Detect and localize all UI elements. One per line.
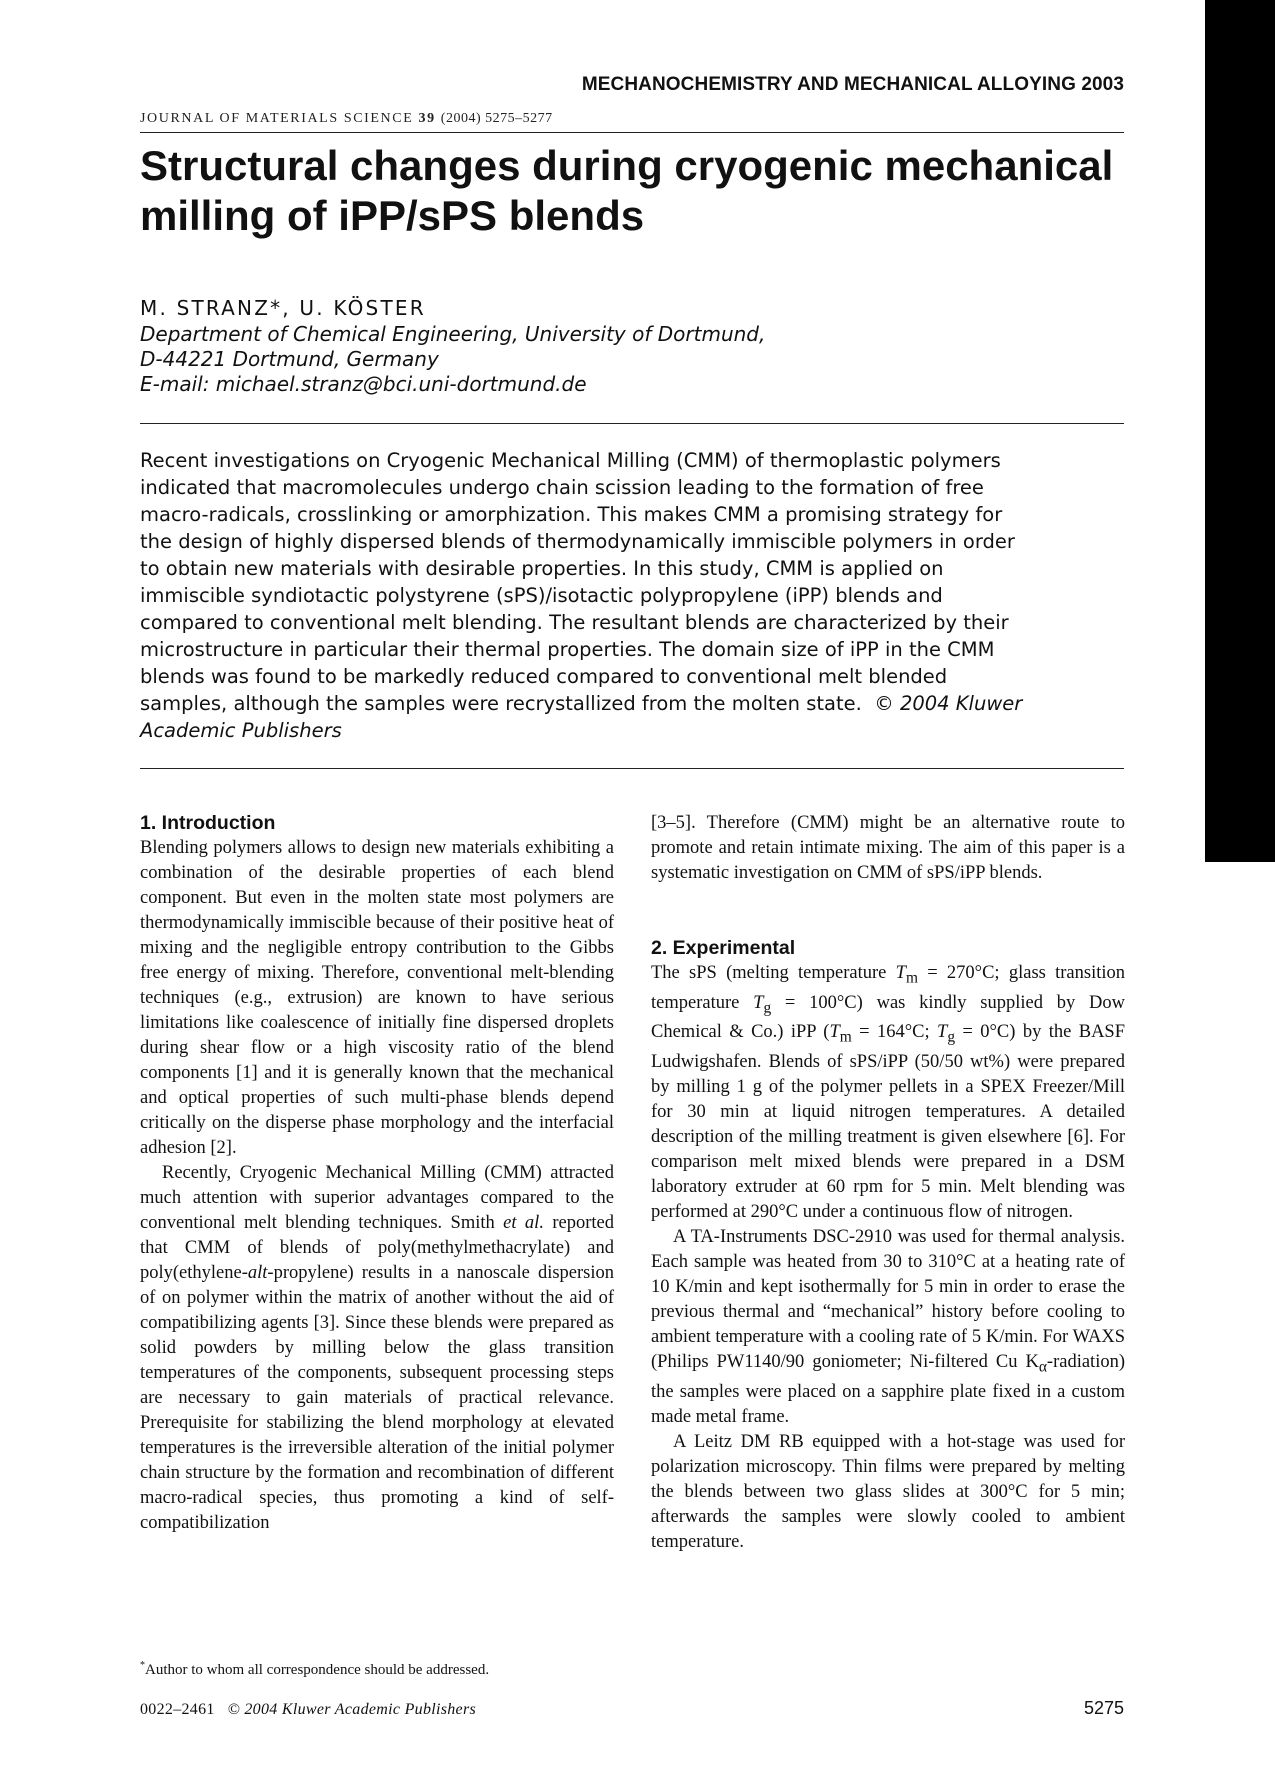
text-run: reported that CMM of blends of poly(methylmethacrylate) and poly(ethylene- bbox=[140, 1213, 614, 1283]
abstract-line: immiscible syndiotactic polystyrene (sPS)/isotactic polypropylene (iPP) blends and bbox=[140, 584, 943, 607]
introduction-paragraph: Blending polymers allows to design new materials exhibiting a combination of the desirable properties of each blend component. But even in the molten state most polymers are thermodynamically immiscible because of their positive heat of mixing and the negligible entropy contribution to the Gibbs free energy of mixing. Therefore, conventional melt-blending techniques (e.g., extrusion) are known to have serious limitations like coalescence of initially fine dispersed droplets during shear flow or a high viscosity ratio of the blend components [1] and it is generally known that the mechanical and optical properties of such multi-phase blends depend critically on the disperse phase morphology and the interfacial adhesion [2]. bbox=[140, 838, 614, 1158]
abstract-bottom-rule bbox=[140, 768, 1124, 769]
journal-year-pages: (2004) 5275–5277 bbox=[440, 111, 553, 126]
text-run: Recently, Cryogenic Mechanical Milling (CMM) attracted much attention with superior advantages compared to the conventional melt blending techniques. Smith bbox=[140, 1163, 614, 1233]
page-number: 5275 bbox=[1083, 1698, 1124, 1718]
abstract-line: the design of highly dispersed blends of thermodynamically immiscible polymers in order bbox=[140, 530, 1015, 553]
footnote-text: Author to whom all correspondence should be addressed. bbox=[145, 1662, 490, 1678]
abstract-line: microstructure in particular their thermal properties. The domain size of iPP in the CMM bbox=[140, 638, 995, 661]
symbol-tm: T bbox=[895, 963, 906, 983]
journal-name: JOURNAL OF MATERIALS SCIENCE bbox=[140, 111, 414, 126]
email-line: E-mail: michael.stranz@bci.uni-dortmund.de bbox=[140, 372, 587, 396]
subscript-g: g bbox=[947, 1029, 956, 1047]
author-list: M. STRANZ*, U. KÖSTER bbox=[140, 296, 426, 320]
text-run: = 0°C) by the BASF Ludwigshafen. Blends of sPS/iPP (50/50 wt%) were prepared by milling 1 g of the polymer pellets in a SPEX Freezer/Mill for 30 min at liquid nitrogen temperatures. A detailed description of the milling treatment is given elsewhere [6]. For comparison melt mixed blends were prepared in a DSM laboratory extruder at 60 rpm for 5 min. Melt blending was performed at 290°C under a continuous flow of nitrogen. bbox=[651, 1022, 1126, 1223]
text-run: A TA-Instruments DSC-2910 was used for thermal analysis. Each sample was heated from 30 to 310°C at a heating rate of 10 K/min and kept isothermally for 5 min in order to erase the previous thermal and “mechanical” history before cooling to ambient temperature with a cooling rate of 5 K/min. For WAXS (Philips PW1140/90 goniometer; Ni-filtered Cu K bbox=[651, 1227, 1125, 1373]
journal-citation bbox=[140, 111, 553, 127]
experimental-paragraph bbox=[651, 961, 1125, 1225]
abstract bbox=[140, 447, 1130, 744]
abstract-copyright-end: Academic Publishers bbox=[140, 719, 342, 742]
subscript-alpha: α bbox=[1038, 1358, 1047, 1376]
journal-volume: 39 bbox=[418, 111, 436, 126]
right-column bbox=[651, 811, 1125, 1555]
left-column bbox=[140, 811, 614, 1536]
abstract-line: compared to conventional melt blending. The resultant blends are characterized by their bbox=[140, 611, 1009, 634]
affiliation-line: Department of Chemical Engineering, University of Dortmund, bbox=[140, 322, 766, 346]
subscript-m: m bbox=[839, 1029, 852, 1047]
text-run-italic: alt bbox=[247, 1263, 268, 1283]
symbol-tg: T bbox=[937, 1022, 948, 1043]
text-run: The sPS (melting temperature bbox=[651, 963, 896, 983]
series-title: MECHANOCHEMISTRY AND MECHANICAL ALLOYING 2003 bbox=[581, 74, 1124, 95]
title-line: milling of iPP/sPS blends bbox=[140, 192, 645, 239]
text-run-italic: et al. bbox=[503, 1213, 544, 1233]
experimental-paragraph: A Leitz DM RB equipped with a hot-stage was used for polarization microscopy. Thin films were prepared by melting the blends between two glass slides at 300°C for 5 min; afterwards the samples were slowly cooled to ambient temperature. bbox=[651, 1431, 1125, 1552]
footnote-mark: * bbox=[140, 1660, 145, 1671]
abstract-line bbox=[140, 690, 1130, 717]
abstract-copyright: © 2004 Kluwer bbox=[874, 692, 1023, 715]
article-title bbox=[140, 141, 1140, 241]
abstract-top-rule bbox=[140, 423, 1124, 424]
abstract-line: Recent investigations on Cryogenic Mechanical Milling (CMM) of thermoplastic polymers bbox=[140, 449, 1001, 472]
subscript-g: g bbox=[763, 999, 772, 1017]
text-run: -propylene) results in a nanoscale dispersion of on polymer within the matrix of another without the aid of compatibilizing agents [3]. Since these blends were prepared as solid powders by milling below the glass transition temperatures of the components, subsequent processing steps are necessary to gain materials of practical relevance. Prerequisite for stabilizing the blend morphology at elevated temperatures is the irreversible alteration of the initial polymer chain structure by the formation and recombination of different macro-radical species, thus promoting a kind of self-compatibilization bbox=[140, 1263, 614, 1533]
experimental-paragraph bbox=[651, 1225, 1125, 1430]
introduction-heading: 1. Introduction bbox=[140, 812, 276, 834]
experimental-heading: 2. Experimental bbox=[651, 937, 796, 959]
publisher-copyright: © 2004 Kluwer Academic Publishers bbox=[227, 1701, 477, 1718]
text-run: = 164°C; bbox=[851, 1022, 938, 1043]
symbol-tg: T bbox=[753, 992, 764, 1013]
abstract-line-text: samples, although the samples were recrystallized from the molten state. bbox=[140, 692, 862, 715]
title-line: Structural changes during cryogenic mechanical bbox=[140, 142, 1114, 189]
affiliation-line: D-44221 Dortmund, Germany bbox=[140, 347, 439, 371]
header-rule bbox=[140, 132, 1124, 133]
abstract-line: indicated that macromolecules undergo chain scission leading to the formation of free bbox=[140, 476, 984, 499]
text-run: = 270°C; glass transition temperature bbox=[651, 963, 1125, 1013]
text-run: = 100°C) was kindly supplied by Dow Chemical & Co.) iPP ( bbox=[651, 992, 1125, 1043]
text-run: -radiation) the samples were placed on a sapphire plate fixed in a custom made metal frame. bbox=[651, 1352, 1125, 1427]
subscript-m: m bbox=[905, 969, 918, 987]
edge-tab-marker bbox=[1205, 0, 1275, 862]
abstract-line: to obtain new materials with desirable properties. In this study, CMM is applied on bbox=[140, 557, 944, 580]
footnote bbox=[140, 1660, 489, 1679]
abstract-line: blends was found to be markedly reduced compared to conventional melt blended bbox=[140, 665, 948, 688]
affiliation bbox=[140, 322, 765, 397]
introduction-paragraph-continued: [3–5]. Therefore (CMM) might be an alternative route to promote and retain intimate mixing. The aim of this paper is a systematic investigation on CMM of sPS/iPP blends. bbox=[651, 813, 1125, 883]
abstract-line: macro-radicals, crosslinking or amorphization. This makes CMM a promising strategy for bbox=[140, 503, 1003, 526]
symbol-tm: T bbox=[829, 1022, 840, 1043]
introduction-paragraph bbox=[140, 1161, 614, 1536]
issn-copyright bbox=[140, 1701, 476, 1719]
issn: 0022–2461 bbox=[140, 1701, 215, 1718]
